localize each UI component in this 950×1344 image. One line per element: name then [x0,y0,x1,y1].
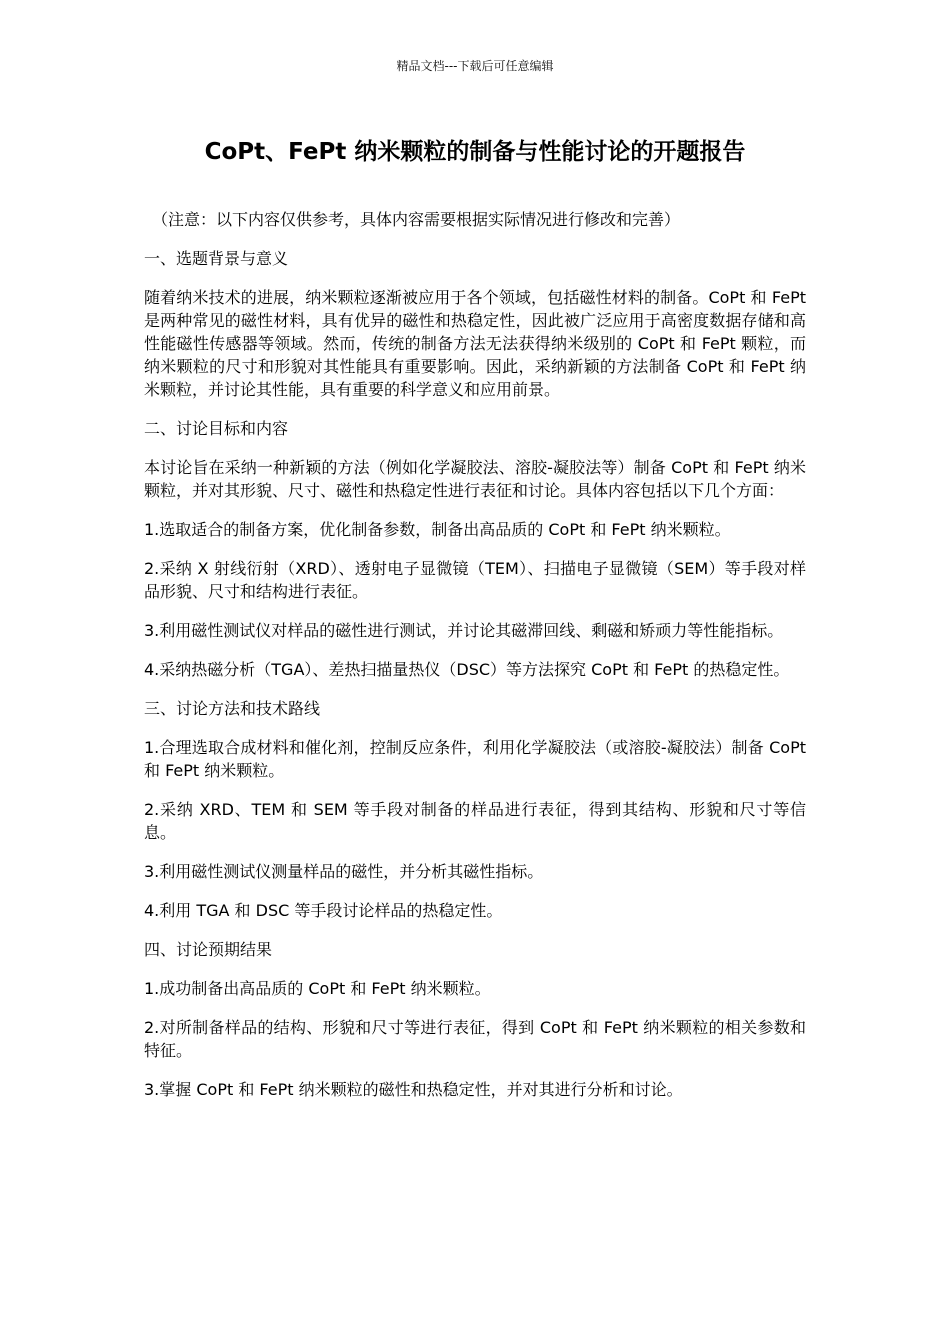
document-body [144,208,806,1117]
list-item-method-3: 3.利用磁性测试仪测量样品的磁性，并分析其磁性指标。 [144,862,544,881]
section-heading-methods: 三、讨论方法和技术路线 [144,699,321,718]
list-item-result-3: 3.掌握 CoPt 和 FePt 纳米颗粒的磁性和热稳定性，并对其进行分析和讨论。 [144,1080,683,1099]
list-item-objective-3: 3.利用磁性测试仪对样品的磁性进行测试，并讨论其磁滞回线、剩磁和矫顽力等性能指标。 [144,621,784,640]
section-heading-objectives: 二、讨论目标和内容 [144,419,289,438]
list-item-objective-2: 2.采纳 X 射线衍射（XRD）、透射电子显微镜（TEM）、扫描电子显微镜（SEM）等手段对样品形貌、尺寸和结构进行表征。 [144,559,806,601]
list-item-method-2: 2.采纳 XRD、TEM 和 SEM 等手段对制备的样品进行表征，得到其结构、形貌和尺寸等信息。 [144,800,806,842]
header-note: 精品文档---下载后可任意编辑 [396,59,554,73]
section-heading-expected-results: 四、讨论预期结果 [144,940,273,959]
paragraph-objectives-intro: 本讨论旨在采纳一种新颖的方法（例如化学凝胶法、溶胶-凝胶法等）制备 CoPt 和 FePt 纳米颗粒，并对其形貌、尺寸、磁性和热稳定性进行表征和讨论。具体内容包括以下几个方面： [144,458,806,500]
document-title: CoPt、FePt 纳米颗粒的制备与性能讨论的开题报告 [204,139,746,165]
list-item-result-1: 1.成功制备出高品质的 CoPt 和 FePt 纳米颗粒。 [144,979,491,998]
list-item-result-2: 2.对所制备样品的结构、形貌和尺寸等进行表征，得到 CoPt 和 FePt 纳米颗粒的相关参数和特征。 [144,1018,806,1060]
paragraph-background: 随着纳米技术的进展，纳米颗粒逐渐被应用于各个领域，包括磁性材料的制备。CoPt 和 FePt 是两种常见的磁性材料，具有优异的磁性和热稳定性，因此被广泛应用于高密度数据存储和高性能磁性传感器等领域。然而，传统的制备方法无法获得纳米级别的 CoPt 和 FePt 颗粒，而纳米颗粒的尺寸和形貌对其性能具有重要影响。因此，采纳新颖的方法制备 CoPt 和 FePt 纳米颗粒，并讨论其性能，具有重要的科学意义和应用前景。 [144,288,806,399]
disclaimer-note: （注意：以下内容仅供参考，具体内容需要根据实际情况进行修改和完善） [152,210,681,229]
list-item-objective-4: 4.采纳热磁分析（TGA）、差热扫描量热仪（DSC）等方法探究 CoPt 和 FePt 的热稳定性。 [144,660,790,679]
section-heading-background: 一、选题背景与意义 [144,249,289,268]
list-item-method-4: 4.利用 TGA 和 DSC 等手段讨论样品的热稳定性。 [144,901,503,920]
list-item-objective-1: 1.选取适合的制备方案，优化制备参数，制备出高品质的 CoPt 和 FePt 纳米颗粒。 [144,520,731,539]
list-item-method-1: 1.合理选取合成材料和催化剂，控制反应条件，利用化学凝胶法（或溶胶-凝胶法）制备 CoPt 和 FePt 纳米颗粒。 [144,738,806,780]
